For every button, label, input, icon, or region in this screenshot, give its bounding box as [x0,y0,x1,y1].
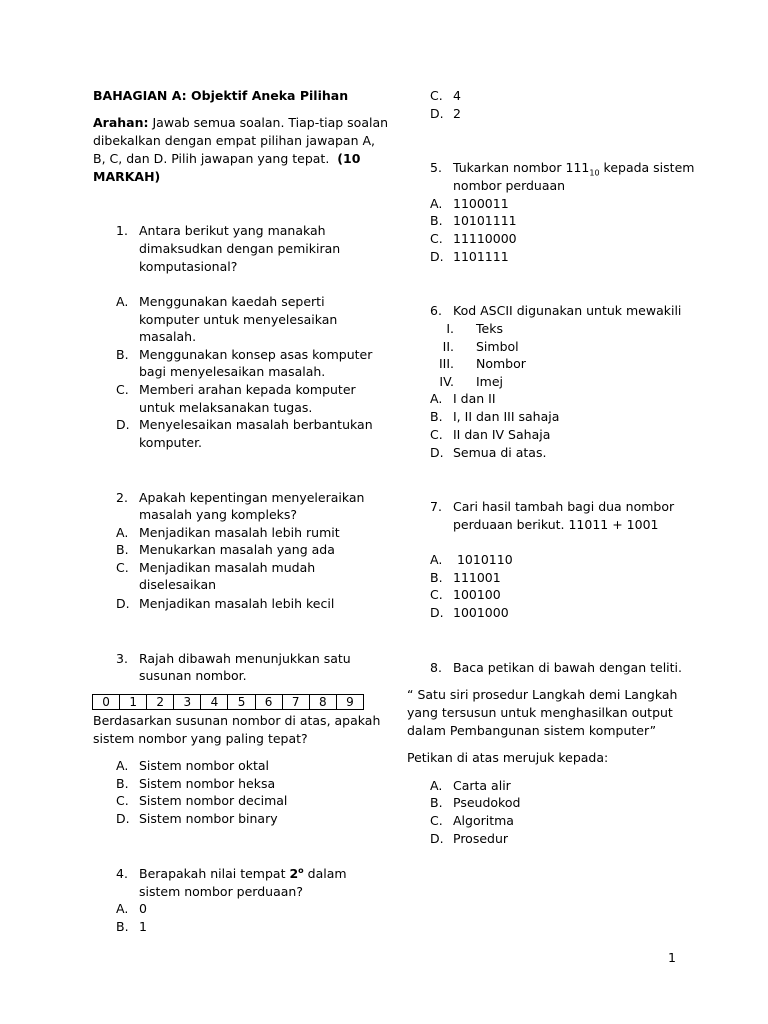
passage-quote: “ Satu siri prosedur Langkah demi Langkah [407,687,678,702]
instructions-line-2: dibekalkan dengan empat pilihan jawapan A, [93,133,375,148]
option-text: I, II dan III sahaja [453,409,560,424]
option-label: D. [430,106,444,121]
table-cell: 0 [93,695,120,710]
option-label: D. [116,596,130,611]
option-text: Menukarkan masalah yang ada [139,542,335,557]
option-text: Algoritma [453,813,514,828]
question-text: masalah yang kompleks? [139,507,298,522]
option-text: komputer. [139,435,203,450]
option-text: Sistem nombor heksa [139,776,276,791]
roman-numeral: IV. [439,374,454,389]
question-number: 5. [430,160,442,175]
section-title: BAHAGIAN A: Objektif Aneka Pilihan [93,88,349,103]
option-label: C. [430,813,443,828]
table-cell: 8 [309,695,336,710]
option-label: C. [116,560,129,575]
question-text-part: Tukarkan nombor 111 [453,160,590,175]
option-label: D. [430,249,444,264]
roman-numeral: I. [446,321,454,336]
question-text: Cari hasil tambah bagi dua nombor [453,499,675,514]
option-text: Menjadikan masalah lebih rumit [139,525,340,540]
option-text: 100100 [453,587,501,602]
marks-label: (10 [337,151,361,166]
question-text: perduaan berikut. 11011 + 1001 [453,517,659,532]
question-number: 1. [116,223,128,238]
question-text-part: Berapakah nilai tempat [139,866,290,881]
option-text: 1010110 [453,552,513,567]
option-label: A. [116,901,129,916]
passage-quote: dalam Pembangunan sistem komputer” [407,723,657,738]
question-text: Baca petikan di bawah dengan teliti. [453,660,682,675]
option-text: Prosedur [453,831,509,846]
roman-item-text: Nombor [476,356,526,371]
option-label: C. [430,587,443,602]
option-label: B. [430,409,443,424]
table-cell: 2 [147,695,174,710]
option-text: Menyelesaikan masalah berbantukan [139,417,373,432]
table-cell: 6 [255,695,282,710]
question-text: Rajah dibawah menunjukkan satu [139,651,351,666]
roman-numeral: III. [438,356,454,371]
question-text-part: dalam [303,866,347,881]
option-label: A. [116,758,129,773]
option-label: C. [430,88,443,103]
option-text: bagi menyelesaikan masalah. [139,364,326,379]
option-text: Menggunakan kaedah seperti [139,294,325,309]
question-text: dimaksudkan dengan pemikiran [139,241,341,256]
option-text: Sistem nombor decimal [139,793,288,808]
option-text: Menjadikan masalah mudah [139,560,316,575]
option-label: D. [430,831,444,846]
option-text: Sistem nombor binary [139,811,278,826]
table-cell: 7 [282,695,309,710]
instructions-text: Jawab semua soalan. Tiap-tiap soalan [152,115,389,130]
table-cell: 5 [228,695,255,710]
instructions-line-4: MARKAH) [93,169,161,184]
option-label: D. [116,417,130,432]
option-label: D. [430,605,444,620]
question-text: komputasional? [139,259,238,274]
option-text: II dan IV Sahaja [453,427,551,442]
instructions-label: Arahan: [93,115,149,130]
instructions-text: B, C, dan D. Pilih jawapan yang tepat. [93,151,330,166]
option-text: Pseudokod [453,795,521,810]
table-cell: 1 [120,695,147,710]
question-text: Kod ASCII digunakan untuk mewakili [453,303,682,318]
option-text: 11110000 [453,231,517,246]
option-label: B. [116,542,129,557]
option-label: C. [116,793,129,808]
option-text: 10101111 [453,213,517,228]
option-label: C. [430,427,443,442]
passage-quote: yang tersusun untuk menghasilkan output [407,705,673,720]
option-label: A. [430,552,443,567]
subscript: 10 [589,168,600,178]
option-text: Carta alir [453,778,511,793]
option-label: D. [430,445,444,460]
question-text: nombor perduaan [453,178,566,193]
option-text: Memberi arahan kepada komputer [139,382,356,397]
option-text: komputer untuk menyelesaikan [139,312,338,327]
option-label: B. [430,795,443,810]
option-label: C. [116,382,129,397]
table-cell: 4 [201,695,228,710]
option-text: 1101111 [453,249,509,264]
question-text: Antara berikut yang manakah [139,223,326,238]
question-text: susunan nombor. [139,668,247,683]
option-text: 1 [139,919,147,934]
instructions-line-3 [93,150,360,168]
option-label: A. [116,294,129,309]
question-text [453,159,694,177]
option-label: B. [116,347,129,362]
option-label: A. [116,525,129,540]
option-text: I dan II [453,391,496,406]
option-text: diselesaikan [139,577,217,592]
option-label: A. [430,196,443,211]
option-label: D. [116,811,130,826]
question-number: 3. [116,651,128,666]
superscript: o [298,865,304,875]
question-text: Apakah kepentingan menyeleraikan [139,490,365,505]
option-text: 2 [453,106,461,121]
question-number: 7. [430,499,442,514]
question-prompt: Petikan di atas merujuk kepada: [407,750,609,765]
option-label: B. [430,213,443,228]
question-text: sistem nombor perduaan? [139,884,303,899]
question-text [139,865,347,883]
page-number: 1 [668,950,676,965]
question-text-part: kepada sistem [599,160,695,175]
option-label: A. [430,391,443,406]
option-text: Semua di atas. [453,445,547,460]
option-label: A. [430,778,443,793]
roman-item-text: Simbol [476,339,519,354]
option-text: 4 [453,88,461,103]
option-text: masalah. [139,329,197,344]
question-text: Berdasarkan susunan nombor di atas, apakah [93,713,381,728]
option-text: Menjadikan masalah lebih kecil [139,596,335,611]
instructions-line-1 [93,114,388,132]
option-text: 1001000 [453,605,509,620]
table-cell: 9 [336,695,363,710]
option-text: untuk melaksanakan tugas. [139,400,313,415]
option-label: B. [116,919,129,934]
option-label: B. [116,776,129,791]
question-text: sistem nombor yang paling tepat? [93,731,308,746]
roman-item-text: Imej [476,374,504,389]
option-text: Sistem nombor oktal [139,758,270,773]
question-number: 8. [430,660,442,675]
number-sequence-table [92,694,364,710]
option-text: 0 [139,901,147,916]
option-text: 1100011 [453,196,509,211]
question-number: 2. [116,490,128,505]
option-text: Menggunakan konsep asas komputer [139,347,373,362]
option-label: C. [430,231,443,246]
option-text: 111001 [453,570,501,585]
question-number: 6. [430,303,442,318]
table-cell: 3 [174,695,201,710]
roman-item-text: Teks [476,321,503,336]
question-number: 4. [116,866,128,881]
question-text-bold: 2 [289,866,299,881]
roman-numeral: II. [442,339,454,354]
option-label: B. [430,570,443,585]
